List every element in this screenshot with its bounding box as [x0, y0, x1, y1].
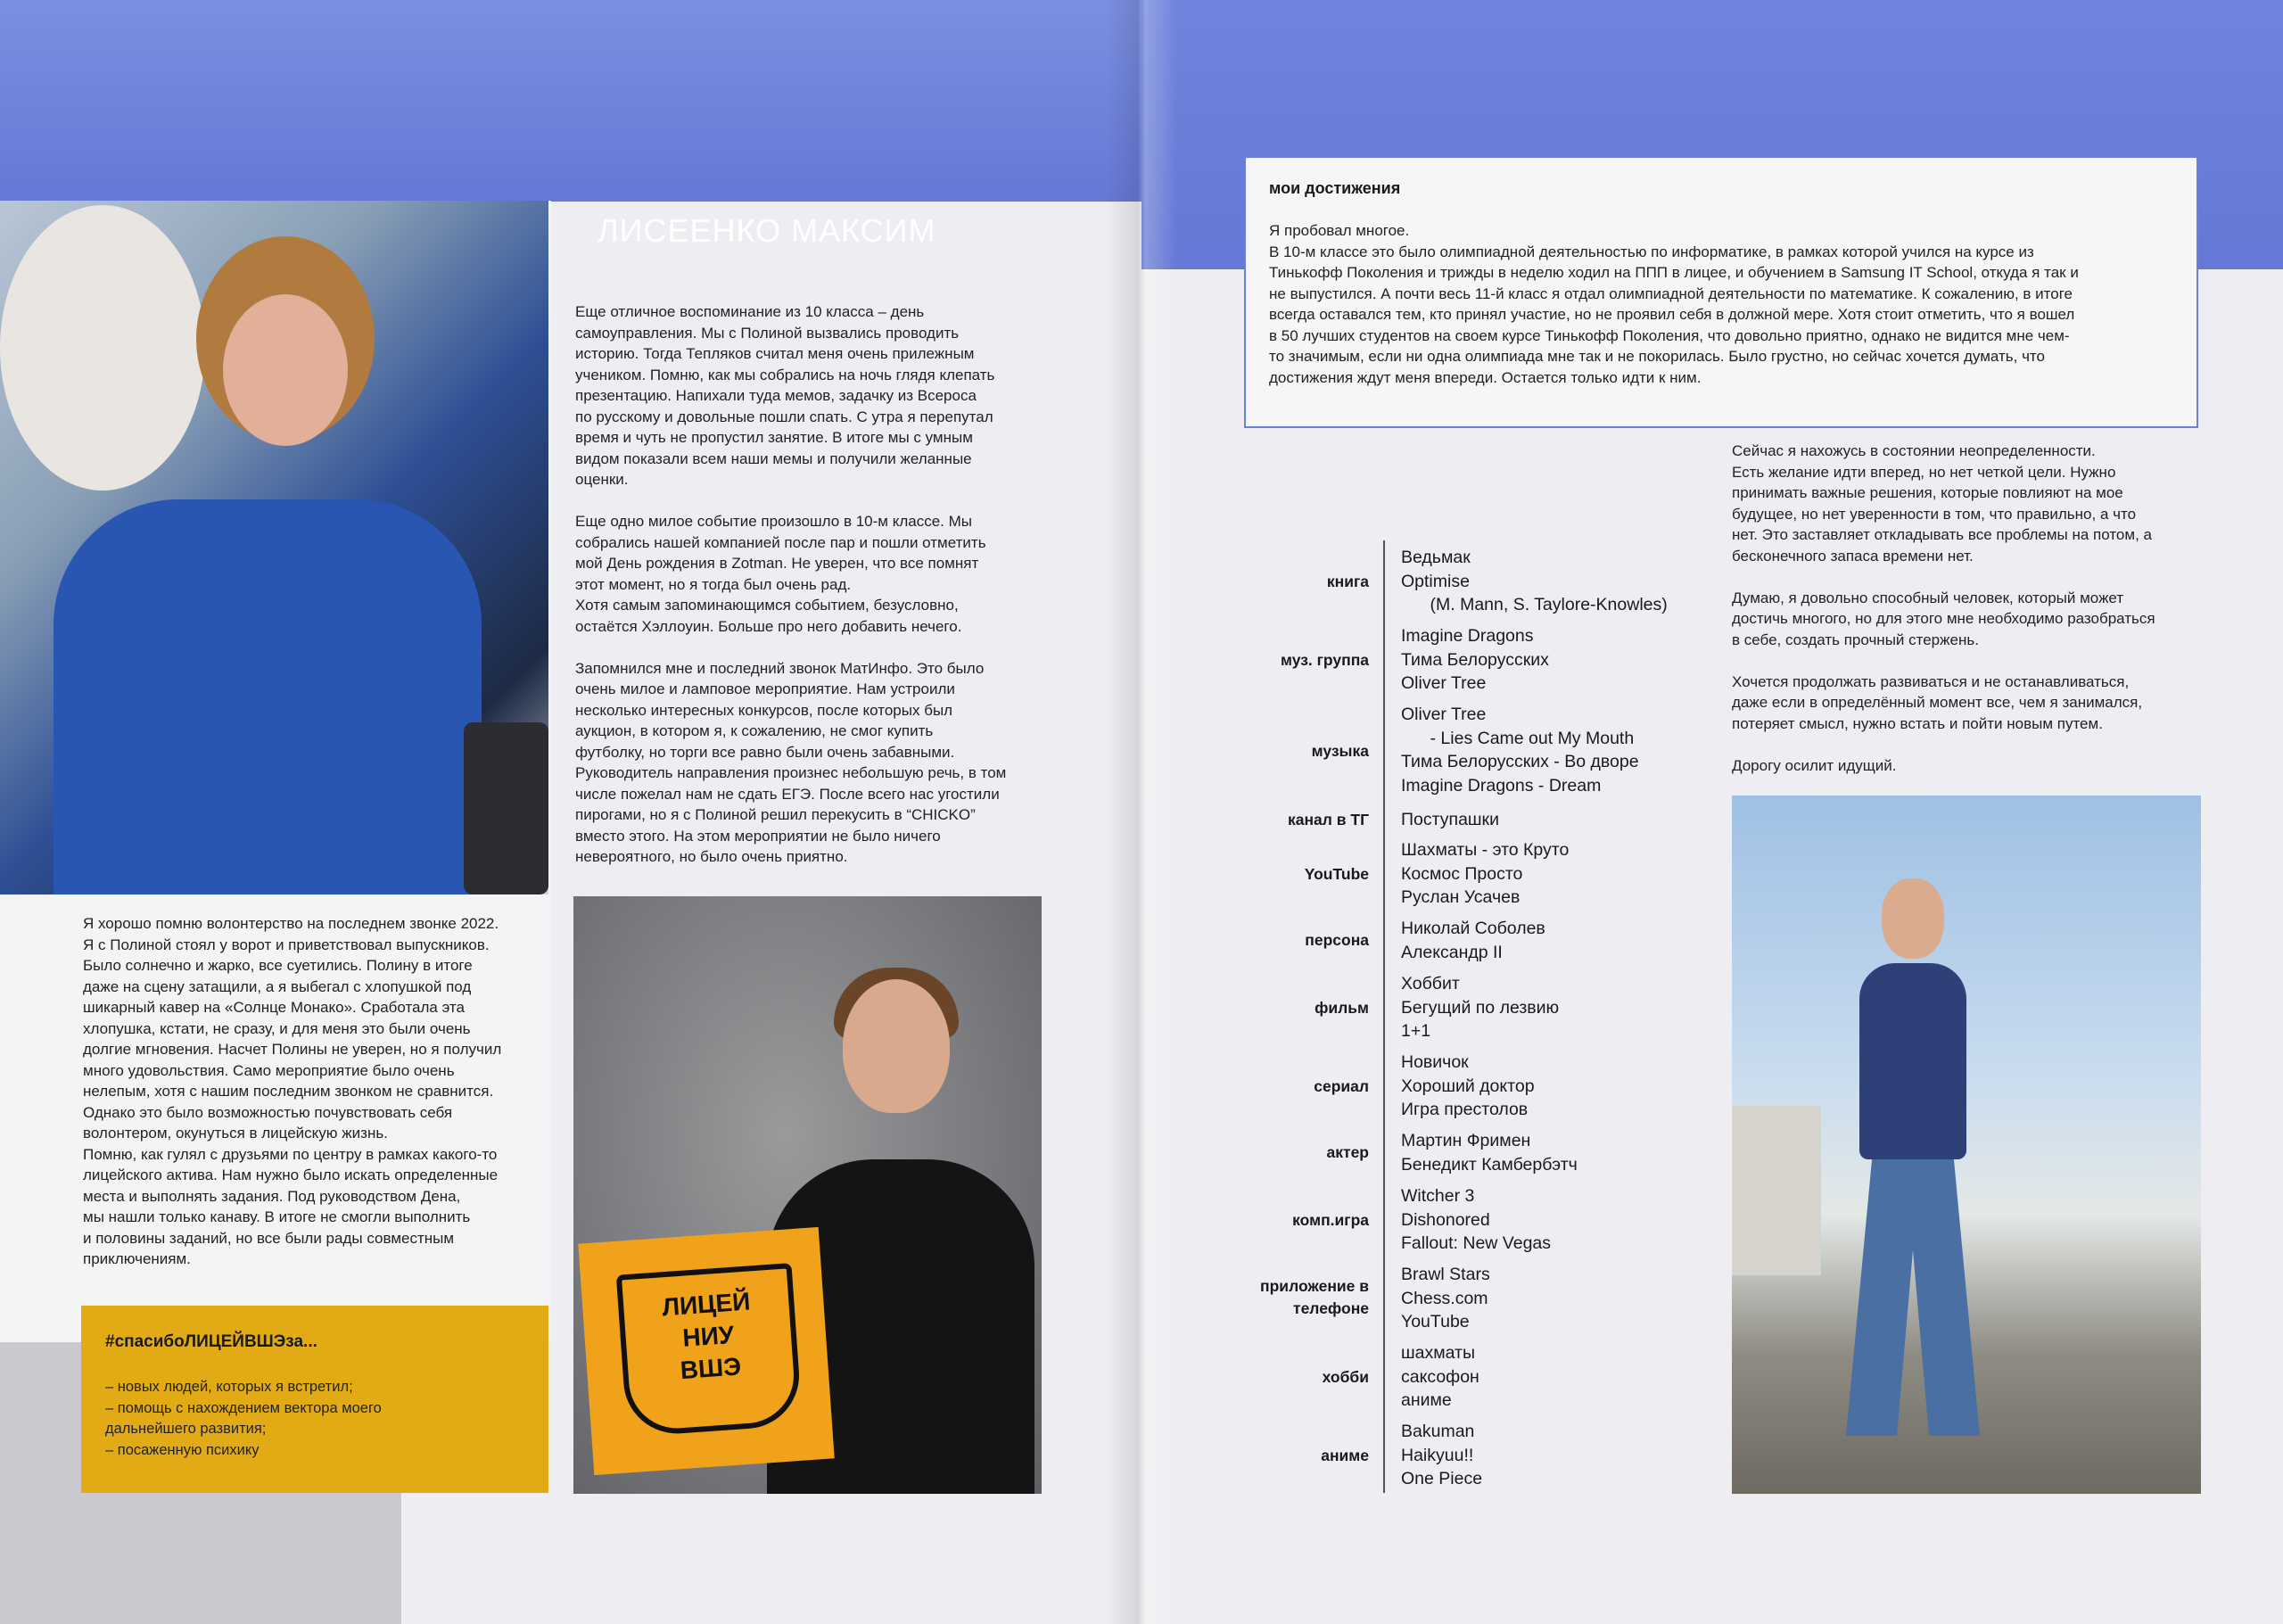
memories-text-left: Я хорошо помню волонтерство на последнем звонке 2022. Я с Полиной стоял у ворот и приветствовал выпускников. Было солнечно и жарко, все суетились. Полину в итоге даже на сцену затащили, а я выбегал с хлопушкой под шикарный кавер на «Солнце Монако». Сработала эта хлопушка, кстати, не сразу, и для меня это были очень долгие мгновения. Насчет Полины не уверен, но я получил много удовольствия. Само мероприятие было очень нелепым, хотя с нашим последним звонком не сравнится. Однако это было возможностью почувствовать себя волонтером, окунуться в лицейскую жизнь. Помню, как гулял с друзьями по центру в рамках какого-то лицейского актива. Нам нужно было искать определенные места и выполнять задания. Под руководством Дена, мы нашли только канаву. В итоге не смогли выполнить и половины заданий, но все были рады совместным приключениям. — [83, 915, 502, 1267]
lyceum-sign — [578, 1227, 834, 1475]
thanks-list: – новых людей, которых я встретил; – помощь с нахождением вектора моего дальнейшего развития; – посаженную психику — [105, 1379, 382, 1458]
fav-label: аниме — [1321, 1447, 1369, 1464]
fav-label: актер — [1326, 1143, 1369, 1161]
photo-student-sweater — [54, 499, 482, 894]
fav-label: приложение в телефоне — [1260, 1277, 1369, 1317]
fav-values: шахматы саксофон аниме — [1401, 1343, 1479, 1410]
portrait-person-face — [843, 979, 950, 1113]
fav-values: Новичок Хороший доктор Игра престолов — [1401, 1052, 1535, 1119]
achievements-title: мои достижения — [1269, 179, 1401, 197]
fav-values: Хоббит Бегущий по лезвию 1+1 — [1401, 974, 1560, 1041]
fav-values: Brawl Stars Chess.com YouTube — [1401, 1265, 1490, 1331]
fav-values: Imagine Dragons Тима Белорусских Oliver Tree — [1401, 626, 1549, 693]
fav-values: Шахматы - это Круто Космос Просто Руслан Усачев — [1401, 840, 1570, 907]
photo-student-face — [223, 294, 348, 446]
student-name-title: ЛИСЕЕНКО МАКСИМ — [598, 212, 936, 249]
memories-text-middle: Еще отличное воспоминание из 10 класса – день самоуправления. Мы с Полиной вызвались проводить историю. Тогда Тепляков считал меня очень прилежным учеником. Помню, как мы собрались на ночь глядя клепать презентацию. Напихали туда мемов, задачку из Всероса по русскому и довольные пошли спать. С утра я перепутал время и чуть не пропустил занятие. В итоге мы с умным видом показали всем наши мемы и получили желанные оценки. Еще одно милое событие произошло в 10-м классе. Мы собрались нашей компанией после пар и пошли отметить мой День рождения в Zotman. Не уверен, что все помнят этот момент, но я тогда был очень рад. Хотя самым запоминающимся событием, безусловно, остаётся Хэллоуин. Больше про него добавить нечего. Запомнился мне и последний звонок МатИнфо. Это было очень милое и ламповое мероприятие. Нам устроили несколько интересных конкурсов, после которых был аукцион, в котором я, к сожалению, не смог купить футболку, но торги все равно были очень забавными. Руководитель направления произнес небольшую речь, в том числе пожелал нам не сдать ЕГЭ. После всего нас угостили пирогами, но я с Полиной решил перекусить в “CHICKO” вместо этого. На этом мероприятии не было ничего невероятного, но было очень приятно. — [575, 303, 1007, 865]
fav-values: Witcher 3 Dishonored Fallout: New Vegas — [1401, 1186, 1552, 1253]
fav-label: хобби — [1322, 1368, 1369, 1386]
street-photo-tshirt — [1859, 963, 1966, 1159]
reflection-text: Сейчас я нахожусь в состоянии неопределенности. Есть желание идти вперед, но нет четкой цели. Нужно принимать важные решения, которые повлияют на мое будущее, но нет уверенности в том, что правильно, а что нет. Это заставляет откладывать все проблемы на потом, а бесконечного запаса времени нет. Думаю, я довольно способный человек, который может достичь многого, но для этого мне необходимо разобраться в себе, создать прочный стержень. Хочется продолжать развиваться и не останавливаться, даже если в определённый момент все, чем я занимался, потеряет смысл, нужно встать и пойти новым путем. Дорогу осилит идущий. — [1732, 442, 2155, 774]
header-band-left — [0, 0, 1142, 202]
favorites-divider — [1383, 540, 1385, 1493]
photo-drink-can — [464, 722, 548, 894]
thanks-title: #спасибоЛИЦЕЙВШЭза... — [105, 1332, 317, 1351]
fav-values: Поступашки — [1401, 810, 1499, 829]
street-photo-building — [1732, 1106, 1821, 1275]
fav-label: книга — [1326, 573, 1369, 590]
fav-label: YouTube — [1304, 865, 1369, 883]
book-spine — [1106, 0, 1177, 1624]
fav-label: сериал — [1314, 1077, 1369, 1095]
fav-label: персона — [1305, 931, 1369, 949]
lyceum-sign-text: ЛИЦЕЙ НИУ ВШЭ — [661, 1287, 752, 1385]
fav-values: Bakuman Haikyuu!! One Piece — [1401, 1422, 1483, 1488]
fav-values: Николай Соболев Александр II — [1401, 919, 1545, 962]
lyceum-logo-icon — [616, 1263, 803, 1437]
fav-label: комп.игра — [1292, 1211, 1369, 1229]
thanks-box — [81, 1306, 548, 1493]
fav-label: канал в ТГ — [1287, 811, 1369, 828]
fav-label: музыка — [1311, 742, 1369, 760]
fav-label: фильм — [1315, 999, 1369, 1017]
achievements-text: Я пробовал многое. В 10-м классе это было олимпиадной деятельностью по информатике, в рамках которой учился на курсе из Тинькофф Поколения и трижды в неделю ходил на ППП в лицее, и обучением в Samsung IT School, откуда я так и не выпустился. А почти весь 11-й класс я отдал олимпиадной деятельности по математике. К сожалению, в итоге всегда оставался тем, кто принял участие, но не проявил себя в должной мере. Хотя стоит отметить, что я вошел в 50 лучших студентов на своем курсе Тинькофф Поколения, что довольно приятно, однако не видится мне чем- то значимым, если ни одна олимпиада мне так и не покорилась. Было грустно, но сейчас хочется думать, что достижения ждут меня впереди. Остается только идти к ним. — [1269, 222, 2079, 386]
achievements-box — [1244, 156, 2198, 428]
street-photo-face — [1882, 878, 1944, 959]
fav-label: муз. группа — [1281, 651, 1369, 669]
fav-values: Мартин Фримен Бенедикт Камбербэтч — [1401, 1131, 1578, 1175]
fav-values: Oliver Tree - Lies Came out My Mouth Тима Белорусских - Во дворе Imagine Dragons - Dream — [1401, 705, 1639, 796]
photo-student-blonde — [0, 205, 205, 490]
fav-values: Ведьмак Optimise (M. Mann, S. Taylore-Knowles) — [1401, 548, 1668, 614]
